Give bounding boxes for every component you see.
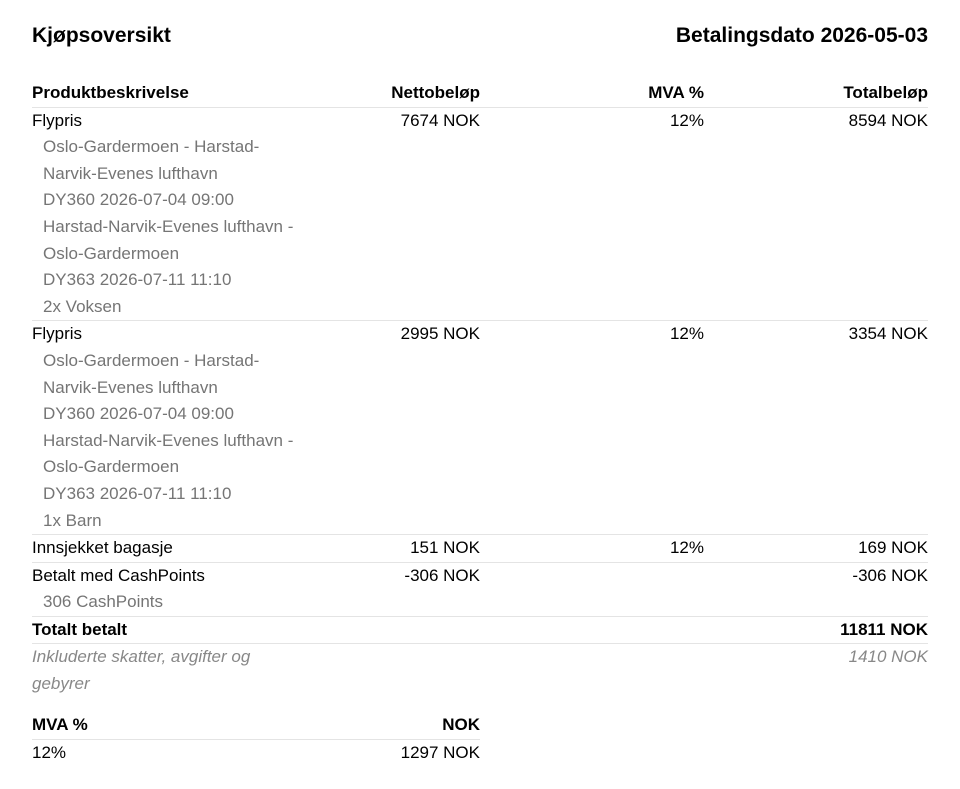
row-total: 3354 NOK	[848, 324, 928, 344]
row-net: 7674 NOK	[400, 110, 480, 130]
row-description: Flypris	[32, 110, 83, 130]
row-vat	[480, 563, 704, 616]
row-detail: 2x Voksen	[43, 296, 122, 316]
row-detail: Harstad-Narvik-Evenes lufthavn -	[43, 216, 294, 236]
vat-column-amount: NOK	[442, 715, 480, 734]
row-detail: DY363 2026-07-11 11:10	[43, 270, 232, 290]
total-row	[32, 617, 928, 645]
row-detail: 306 CashPoints	[43, 592, 164, 612]
row-vat: 12%	[669, 110, 704, 130]
row-detail: Harstad-Narvik-Evenes lufthavn -	[43, 430, 294, 450]
vat-row	[32, 740, 480, 767]
row-detail: Oslo-Gardermoen	[43, 457, 180, 477]
row-total: 169 NOK	[858, 538, 928, 558]
row-net: 2995 NOK	[400, 324, 480, 344]
row-net: 151 NOK	[410, 538, 480, 558]
purchase-table	[32, 80, 928, 698]
column-header-total: Totalbeløp	[843, 83, 928, 102]
row-description: Betalt med CashPoints	[32, 565, 205, 585]
row-vat: 12%	[669, 538, 704, 558]
vat-amount: 1297 NOK	[400, 742, 480, 762]
row-detail: Oslo-Gardermoen - Harstad-	[43, 137, 260, 157]
row-total: 8594 NOK	[848, 110, 928, 130]
column-header-description: Produktbeskrivelse	[32, 83, 189, 102]
included-taxes-value: 1410 NOK	[848, 647, 928, 667]
column-header-net: Nettobeløp	[391, 83, 480, 102]
row-detail: 1x Barn	[43, 510, 102, 530]
column-header-vat: MVA %	[648, 83, 704, 102]
row-description: Flypris	[32, 324, 83, 344]
row-total: -306 NOK	[852, 565, 928, 585]
table-row	[32, 321, 928, 535]
vat-header	[32, 712, 480, 740]
row-detail: Oslo-Gardermoen - Harstad-	[43, 350, 260, 370]
total-value: 11811 NOK	[840, 619, 928, 639]
total-label: Totalt betalt	[32, 619, 128, 639]
row-detail: Oslo-Gardermoen	[43, 243, 180, 263]
table-row	[32, 108, 928, 322]
row-detail: Narvik-Evenes lufthavn	[43, 163, 218, 183]
row-net: -306 NOK	[404, 565, 480, 585]
table-header	[32, 80, 928, 108]
included-taxes-row	[32, 644, 928, 697]
vat-summary-table	[32, 712, 480, 766]
vat-column-rate: MVA %	[32, 715, 88, 734]
row-detail: DY360 2026-07-04 09:00	[43, 190, 234, 210]
payment-date: Betalingsdato 2026-05-03	[675, 24, 928, 47]
row-detail: Narvik-Evenes lufthavn	[43, 377, 218, 397]
row-vat: 12%	[669, 324, 704, 344]
row-detail: DY363 2026-07-11 11:10	[43, 483, 232, 503]
page-title: Kjøpsoversikt	[32, 24, 171, 47]
row-description: Innsjekket bagasje	[32, 538, 173, 558]
table-row	[32, 563, 928, 617]
vat-rate: 12%	[32, 742, 67, 762]
row-detail: DY360 2026-07-04 09:00	[43, 404, 234, 424]
header	[32, 22, 928, 50]
table-row	[32, 535, 928, 563]
included-taxes-label: Inkluderte skatter, avgifter og gebyrer	[32, 647, 251, 694]
